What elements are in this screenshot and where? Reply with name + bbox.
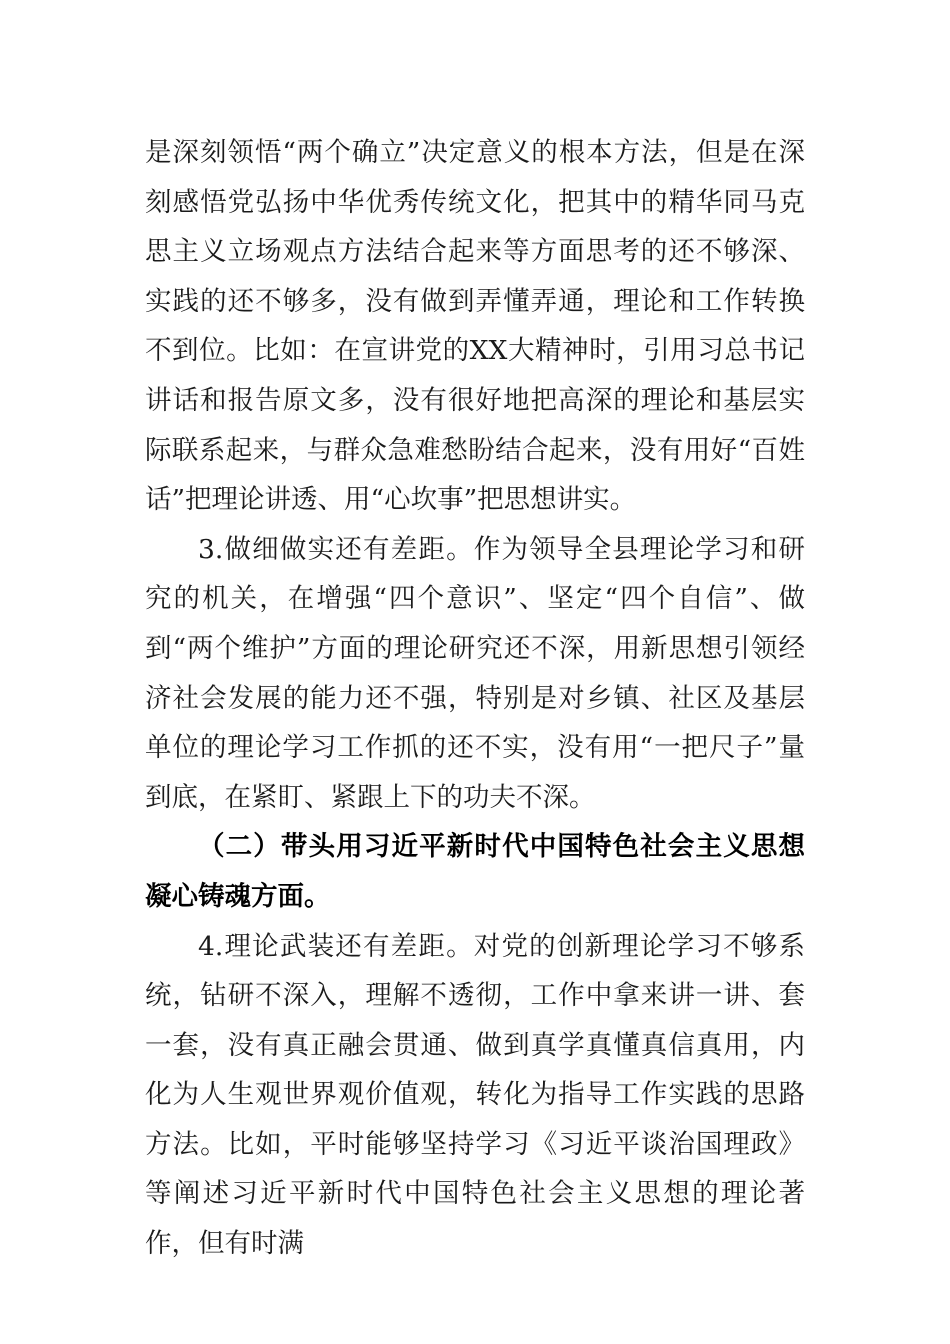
paragraph-continuation: 是深刻领悟“两个确立”决定意义的根本方法，但是在深刻感悟党弘扬中华优秀传统文化，把其中的精华同马克思主义立场观点方法结合起来等方面思考的还不够深、实践的还不够多，没有做到弄懂弄通，理论和工作转换不到位。比如：在宣讲党的XX大精神时，引用习总书记讲话和报告原文多，没有很好地把高深的理论和基层实际联系起来，与群众急难愁盼结合起来，没有用好“百姓话”把理论讲透、用“心坎事”把思想讲实。 [145,137,805,516]
paragraph-item-3: 3.做细做实还有差距。作为领导全县理论学习和研究的机关，在增强“四个意识”、坚定“四个自信”、做到“两个维护”方面的理论研究还不深，用新思想引领经济社会发展的能力还不强，特别是对乡镇、社区及基层单位的理论学习工作抓的还不实，没有用“一把尺子”量到底，在紧盯、紧跟上下的功夫不深。 [145,533,805,813]
paragraph-item-4: 4.理论武装还有差距。对党的创新理论学习不够系统，钻研不深入，理解不透彻，工作中拿来讲一讲、套一套，没有真正融会贯通、做到真学真懂真信真用，内化为人生观世界观价值观，转化为指导工作实践的思路方法。比如，平时能够坚持学习《习近平谈治国理政》等阐述习近平新时代中国特色社会主义思想的理论著作，但有时满 [145,930,805,1260]
section-heading-2: （二）带头用习近平新时代中国特色社会主义思想凝心铸魂方面。 [145,831,805,912]
document-body [145,128,805,1269]
